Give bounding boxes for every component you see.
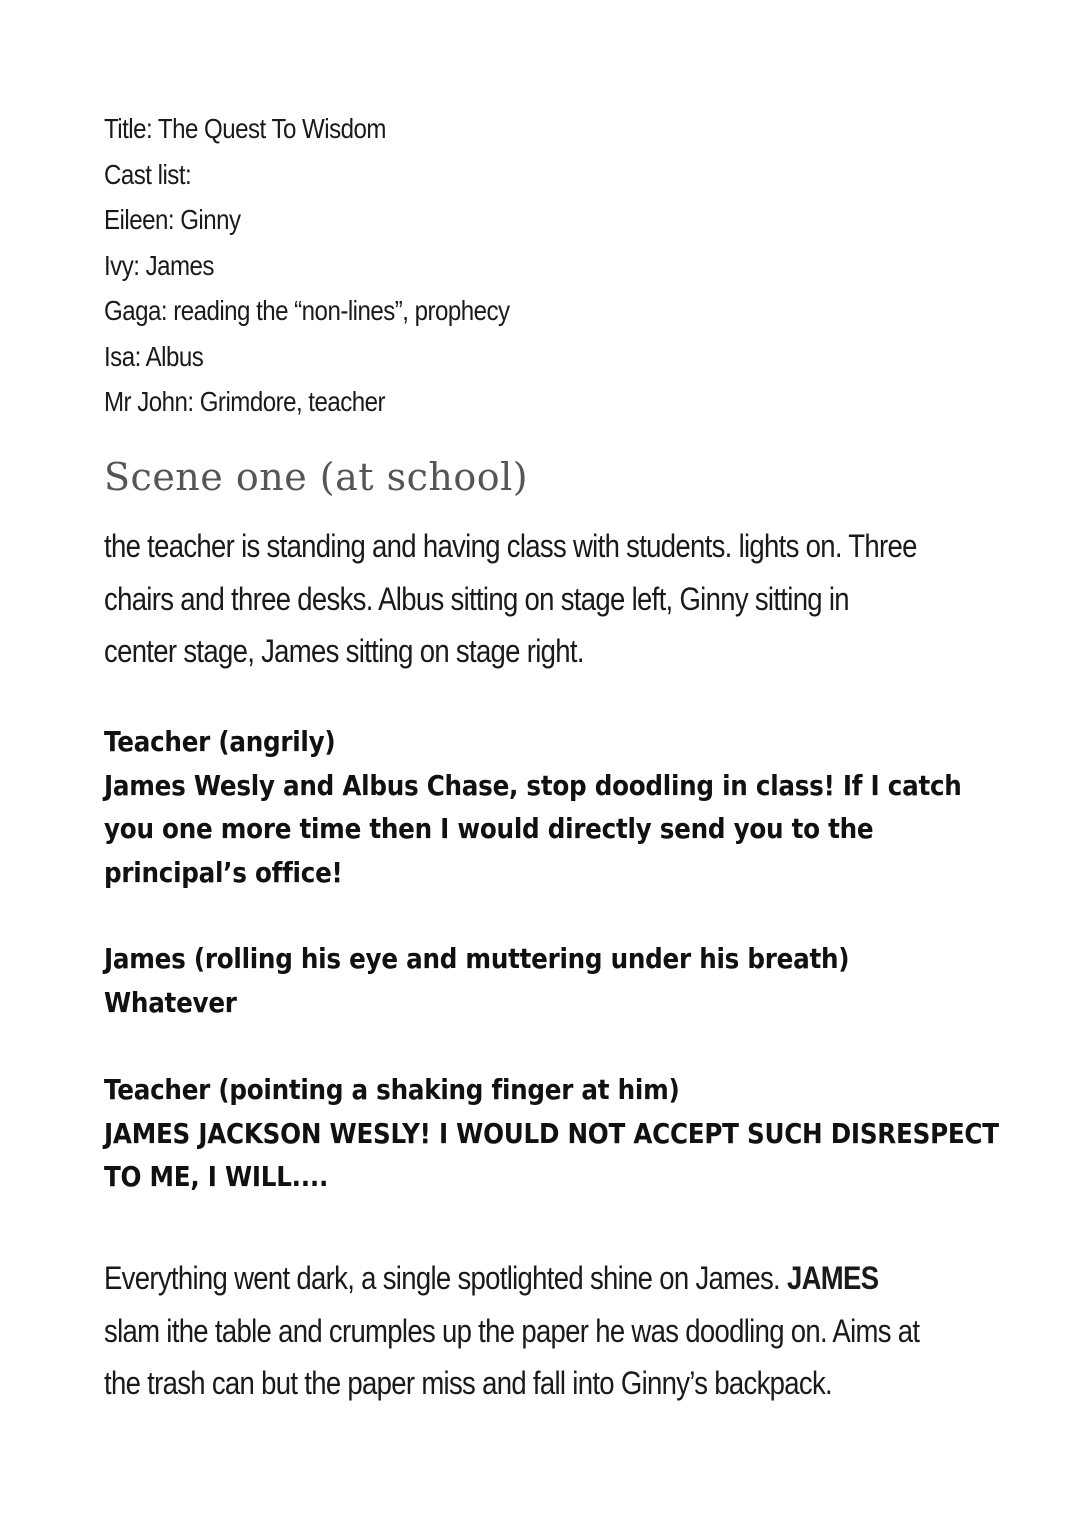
stage-direction-line: the teacher is standing and having class with students. lights on. Three	[104, 528, 917, 564]
closing-stage-direction	[104, 1252, 973, 1410]
stage-direction-text: Everything went dark, a single spotlighted shine on James.	[104, 1260, 781, 1296]
dialogue-line: James Wesly and Albus Chase, stop doodling in class! If I catch	[104, 768, 962, 802]
cast-entry: Gaga: reading the “non-lines”, prophecy	[104, 295, 510, 326]
dialogue-line: you one more time then I would directly send you to the	[104, 812, 874, 845]
scene-heading: Scene one (at school)	[104, 455, 529, 499]
stage-direction-line: the trash can but the paper miss and fall into Ginny’s backpack.	[104, 1365, 832, 1401]
dialogue-block-james	[104, 937, 975, 1024]
title-and-cast-block	[104, 106, 510, 425]
cast-list-label: Cast list:	[104, 158, 192, 190]
cast-entry: Ivy: James	[104, 249, 214, 281]
stage-direction-line: center stage, James sitting on stage right.	[104, 633, 584, 669]
dialogue-line: Whatever	[104, 985, 237, 1019]
cast-entry: Isa: Albus	[104, 340, 204, 372]
dialogue-block-teacher-1	[104, 720, 975, 894]
character-name-emphasis: JAMES	[786, 1260, 879, 1296]
stage-direction-line: chairs and three desks. Albus sitting on stage left, Ginny sitting in	[104, 580, 849, 617]
opening-stage-direction	[104, 520, 973, 678]
dialogue-line: TO ME, I WILL....	[104, 1160, 329, 1193]
cast-entry: Eileen: Ginny	[104, 204, 241, 235]
cast-entry: Mr John: Grimdore, teacher	[104, 386, 386, 417]
dialogue-block-teacher-2	[104, 1068, 999, 1199]
dialogue-line: principal’s office!	[104, 855, 343, 889]
stage-direction-line	[104, 1252, 973, 1305]
stage-direction-line: slam ithe table and crumples up the paper he was doodling on. Aims at	[104, 1312, 920, 1349]
speaker-label: Teacher (angrily)	[104, 725, 336, 758]
dialogue-line: JAMES JACKSON WESLY! I WOULD NOT ACCEPT SUCH DISRESPECT	[104, 1116, 999, 1150]
speaker-label: Teacher (pointing a shaking finger at him)	[104, 1073, 680, 1106]
title-line: Title: The Quest To Wisdom	[104, 113, 386, 144]
speaker-label: James (rolling his eye and muttering under his breath)	[104, 942, 850, 975]
